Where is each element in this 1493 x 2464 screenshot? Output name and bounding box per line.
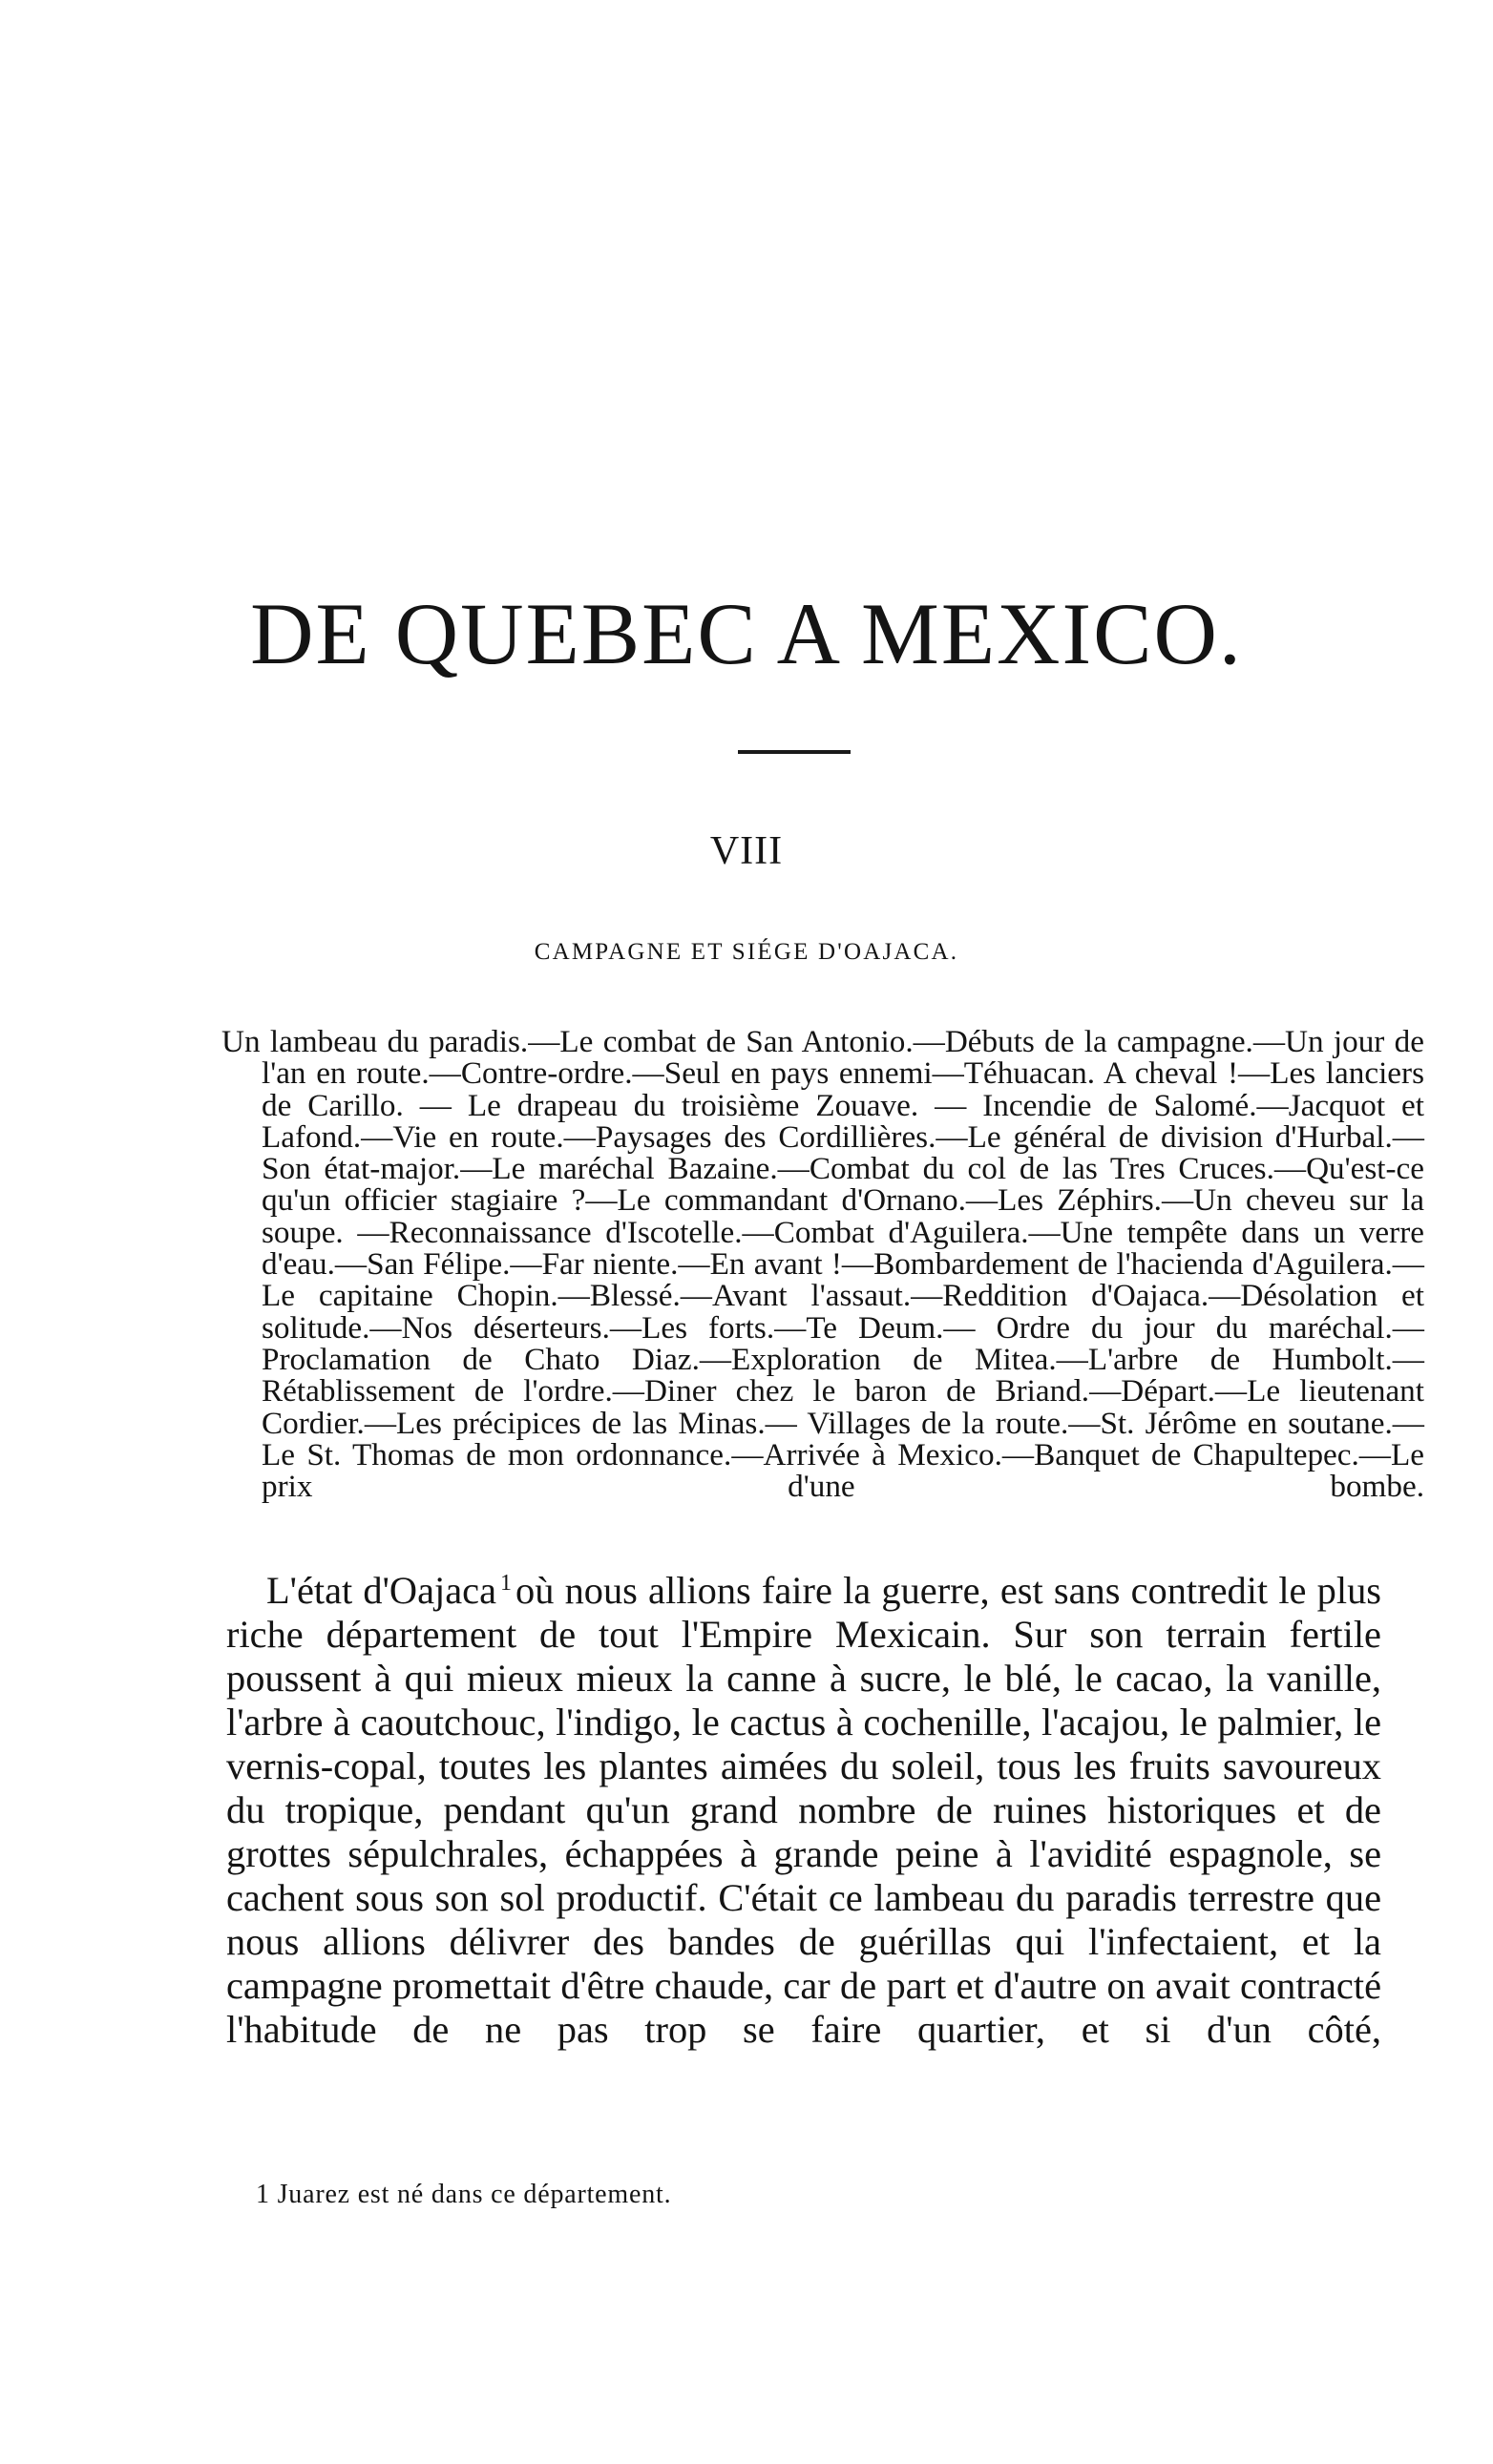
chapter-number: VIII: [709, 829, 784, 873]
footnote-marker: 1: [500, 1570, 512, 1596]
book-title: DE QUEBEC A MEXICO.: [250, 585, 1243, 682]
body-text-continued: où nous allions faire la guerre, est sans contredit le plus riche département de tout l'Empire Mexicain. Sur son terrain fertile poussent à qui mieux mieux la canne à sucre, le blé, le cacao, la vanille, l'arbre à caoutchouc, l'indigo, le cactus à cochenille, l'acajou, le palmier, le vernis-copal, toutes les plantes aimées du soleil, tous les fruits savoureux du tropique, pendant qu'un grand nombre de ruines historiques et de grottes sépulchrales, échappées à grande peine à l'avidité espagnole, se cachent sous son sol productif. C'était ce lambeau du paradis terrestre que nous allions délivrer des bandes de guérillas qui l'infectaient, et la campagne promettait d'être chaude, car de part et d'autre on avait contracté l'habitude de ne pas trop se faire quartier, et si d'un côté,: [226, 1569, 1381, 2051]
footnote: 1 Juarez est né dans ce département.: [256, 2180, 672, 2209]
body-text-start: L'état d'Oajaca: [266, 1569, 496, 1612]
title-rule-divider: [738, 750, 851, 754]
chapter-summary: Un lambeau du paradis.—Le combat de San Antonio.—Débuts de la campagne.—Un jour de l'an en route.—Contre-ordre.—Seul en pays ennemi—Téhuacan. A cheval !—Les lanciers de Carillo. — Le drapeau du troisième Zouave. — Incendie de Salomé.—Jacquot et Lafond.—Vie en route.—Paysages des Cordillières.—Le général de division d'Hurbal.—Son état-major.—Le maréchal Bazaine.—Combat du col de las Tres Cruces.—Qu'est-ce qu'un officier stagiaire ?—Le commandant d'Ornano.—Les Zéphirs.—Un cheveu sur la soupe. —Reconnaissance d'Iscotelle.—Combat d'Aguilera.—Une tempête dans un verre d'eau.—San Félipe.—Far niente.—En avant !—Bombardement de l'hacienda d'Aguilera.—Le capitaine Chopin.—Blessé.—Avant l'assaut.—Reddition d'Oajaca.—Désolation et solitude.—Nos déserteurs.—Les forts.—Te Deum.— Ordre du jour du maréchal.—Proclamation de Chato Diaz.—Exploration de Mitea.—L'arbre de Humbolt.—Rétablissement de l'ordre.—Diner chez le baron de Briand.—Départ.—Le lieutenant Cordier.—Les précipices de las Minas.— Villages de la route.—St. Jérôme en soutane.—Le St. Thomas de mon ordonnance.—Arrivée à Mexico.—Banquet de Chapultepec.—Le prix d'une bombe.: [221, 1024, 1424, 1505]
body-paragraph: [226, 1569, 1381, 2052]
chapter-title: CAMPAGNE ET SIÉGE D'OAJACA.: [534, 939, 959, 965]
